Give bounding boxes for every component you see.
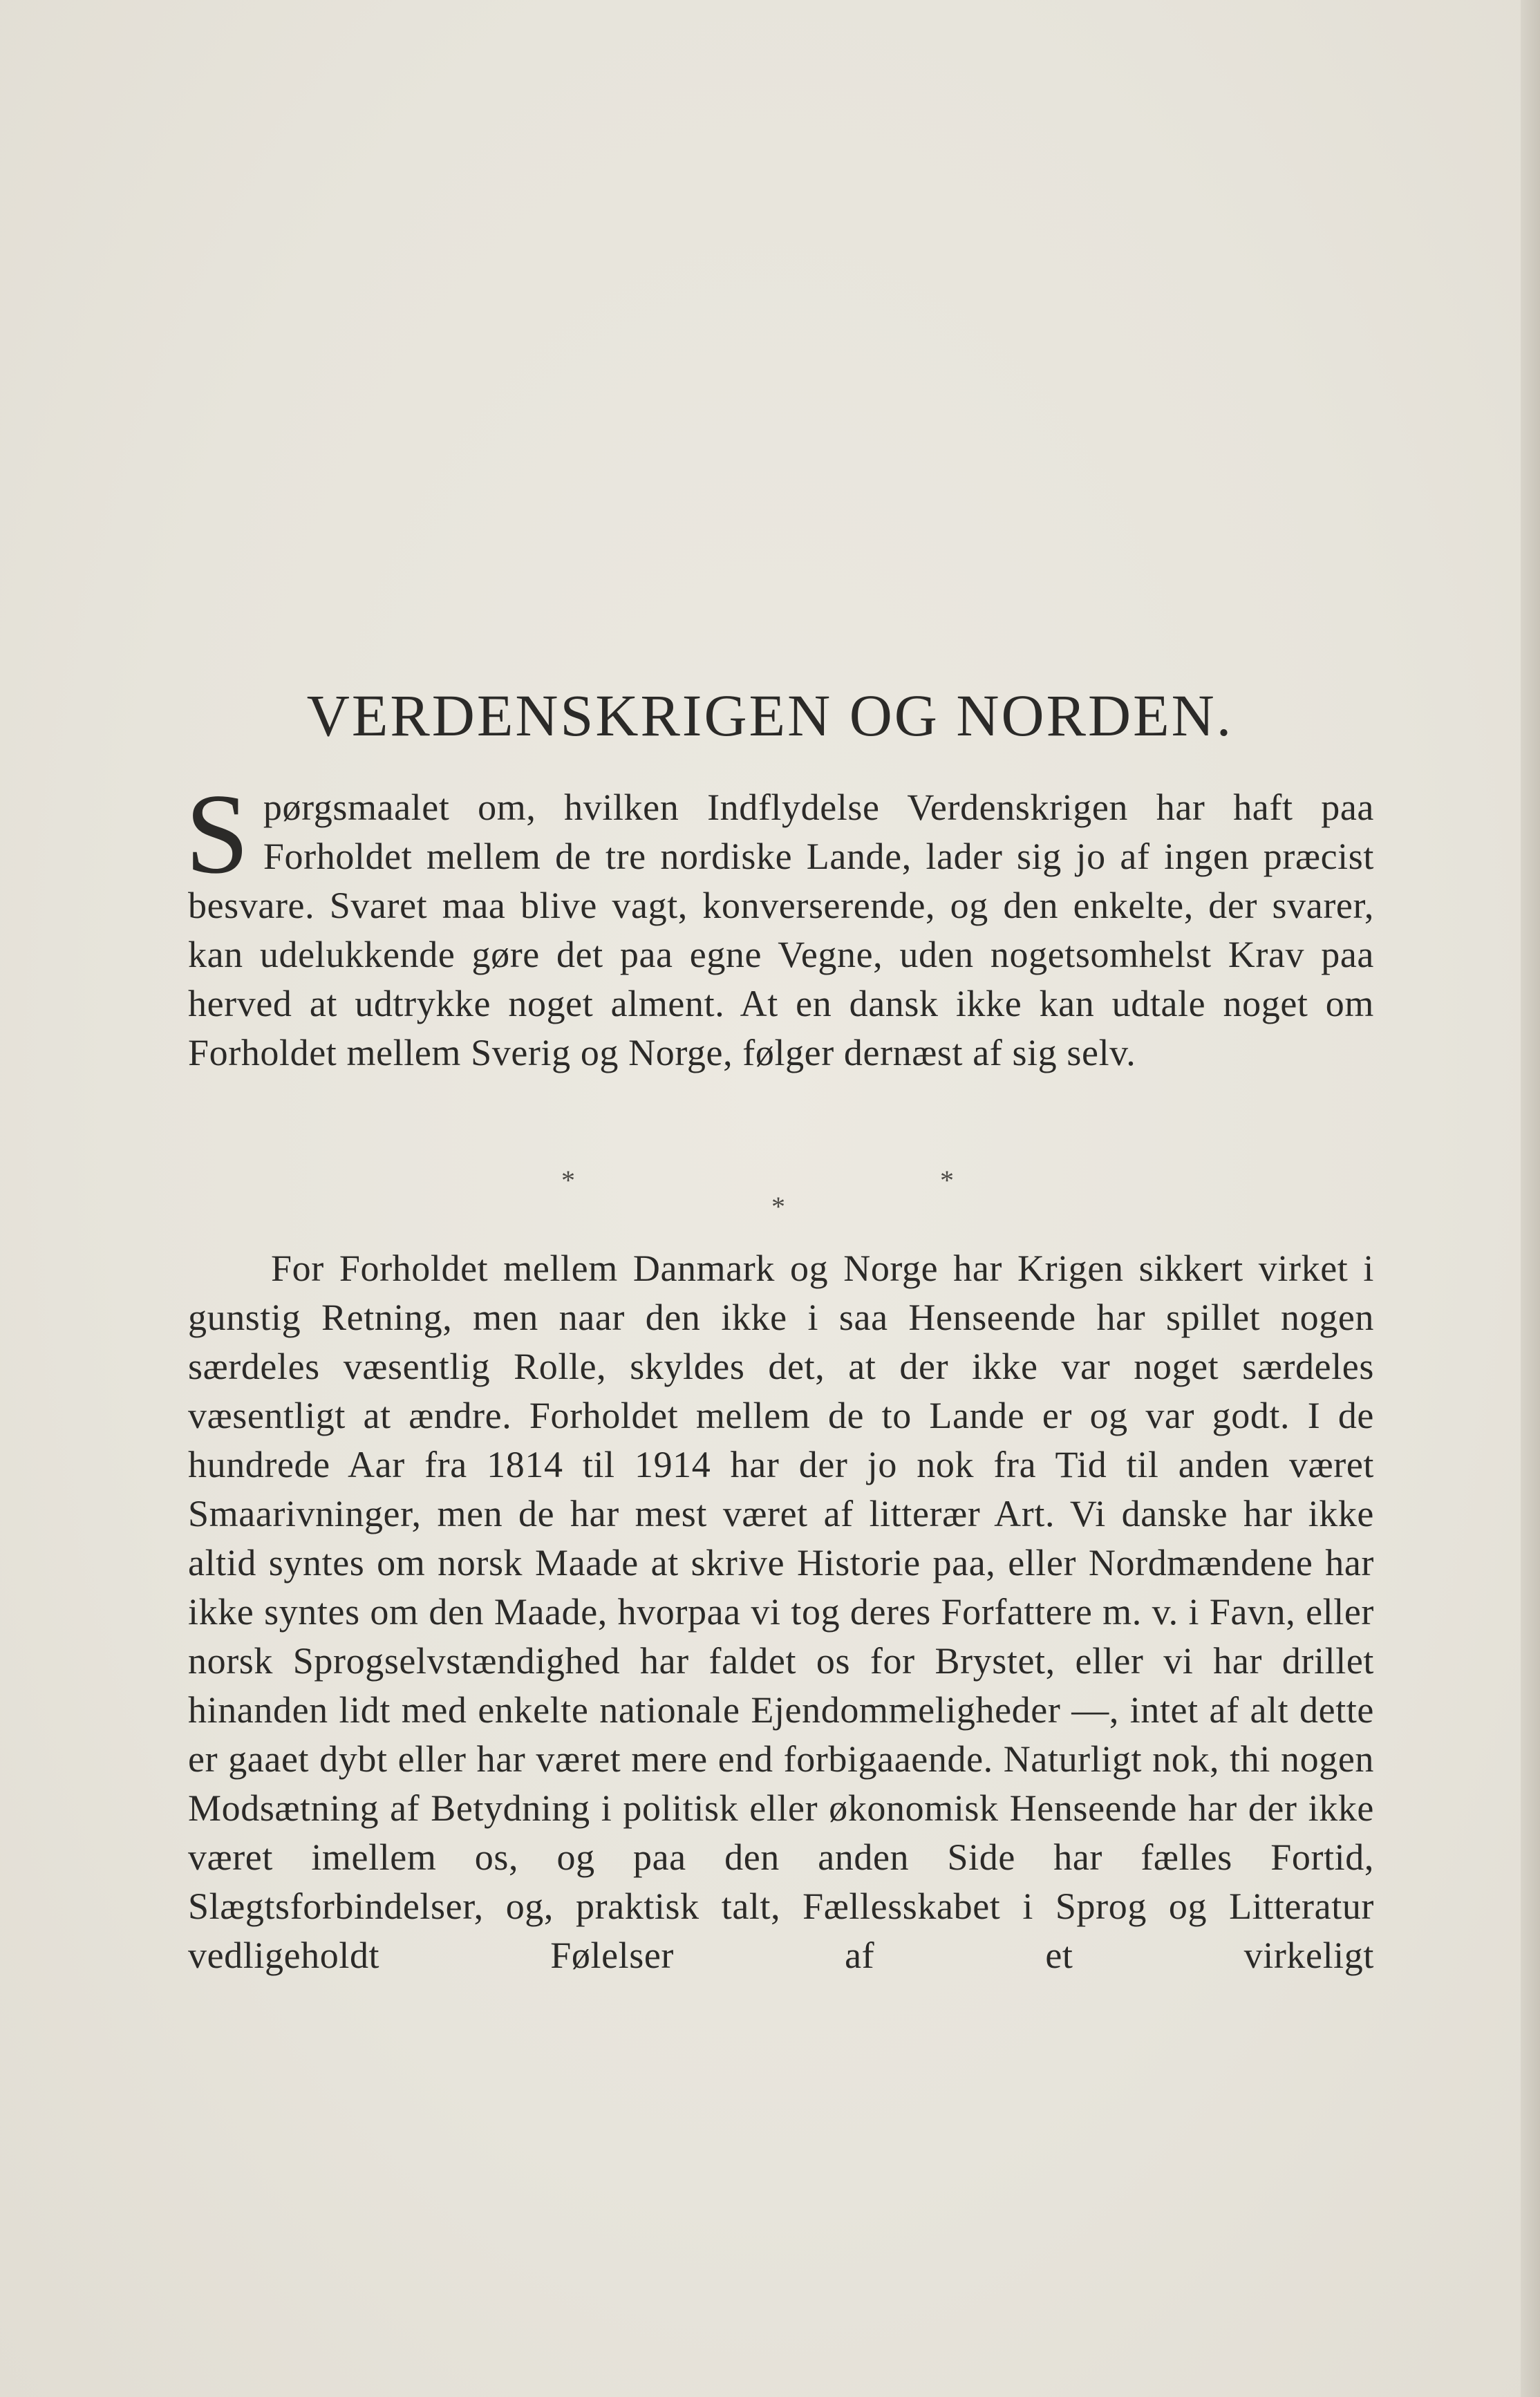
section-separator <box>0 1167 1540 1222</box>
paragraph-main <box>188 1244 1374 1980</box>
separator-asterisk-left: * <box>561 1165 575 1196</box>
paragraph-intro-text <box>185 770 1374 1078</box>
paragraph-intro <box>185 770 1374 1078</box>
separator-asterisk-right: * <box>940 1165 954 1196</box>
paragraph-main-text: For Forholdet mellem Danmark og Norge har Krigen sikkert virket i gunstig Retning, men naar den ikke i saa Henseende har spillet nogen særdeles væsentlig Rolle, skyldes det, at der ikke var noget særdeles væsentligt at ændre. Forholdet mellem de to Lande er og var godt. I de hundrede Aar fra 1814 til 1914 har der jo nok fra Tid til anden været Smaarivninger, men de har mest været af litterær Art. Vi danske har ikke altid syntes om norsk Maade at skrive Historie paa, eller Nordmændene har ikke syntes om den Maade, hvorpaa vi tog deres Forfattere m. v. i Favn, eller norsk Sprogselvstændighed har faldet os for Brystet, eller vi har drillet hinanden lidt med enkelte nationale Ejendommeligheder —, intet af alt dette er gaaet dybt eller har været mere end forbigaaende. Naturligt nok, thi nogen Modsætning af Betydning i politisk eller økonomisk Henseende har der ikke været imellem os, og paa den anden Side har fælles Fortid, Slægtsforbindelser, og, praktisk talt, Fællesskabet i Sprog og Litteratur vedligeholdt Følelser af et virkeligt <box>188 1248 1374 1976</box>
drop-cap: S <box>185 770 250 897</box>
paragraph-intro-body: pørgsmaalet om, hvilken Indflydelse Verdenskrigen har haft paa Forholdet mellem de tre nordiske Lande, lader sig jo af ingen præcist besvare. Svaret maa blive vagt, konverserende, og den enkelte, der svarer, kan udelukkende gøre det paa egne Vegne, uden nogetsomhelst Krav paa herved at udtrykke noget alment. At en dansk ikke kan udtale noget om Forholdet mellem Sverig og Norge, følger dernæst af sig selv. <box>188 787 1374 1073</box>
separator-asterisk-center: * <box>771 1191 785 1222</box>
chapter-title: VERDENSKRIGEN OG NORDEN. <box>306 682 1234 749</box>
